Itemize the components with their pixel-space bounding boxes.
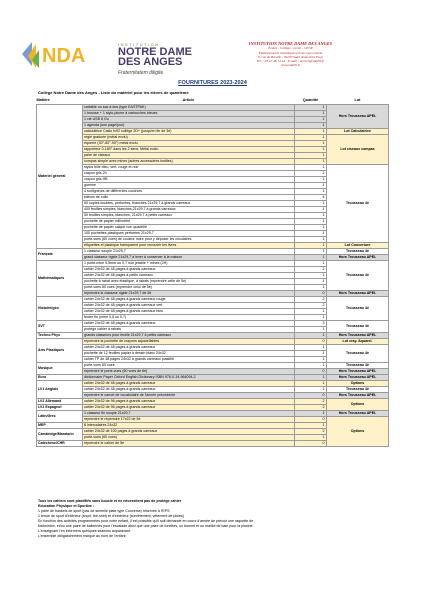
article-cell: cahier 24x32 de 48 pages à petits carreaux	[83, 272, 295, 278]
qty-cell: 1	[295, 110, 327, 116]
article-cell: grand classeur rigide 21x29,7 à lever à conserver à la maison	[83, 254, 295, 260]
qty-cell: 2	[295, 428, 327, 434]
article-cell: grands classeurs pour feuille 21x29,7 à petits carreaux	[83, 332, 295, 338]
qty-cell: 1	[295, 176, 327, 182]
article-cell: cahier 24x32 de 96 pages à grands carreaux	[83, 398, 295, 404]
eps-line: 1 tenue de sport d'intérieur (short, tee-shirt) et d'extérieur (survêtement, vêtement de pluies)	[38, 514, 184, 518]
lot-cell: Lot Calculatrice	[327, 128, 389, 134]
eps-line: En fonction des activités programmées pour votre enfant, il est possible qu'il soit demandé en cours d'année de prévoir une raquette de	[38, 519, 254, 523]
page-subtitle: Collège Notre Dame des Anges - Liste du matériel pour les élèves de quatrième	[38, 90, 189, 95]
subject-cell: Techno Phys	[37, 332, 83, 338]
article-cell: dictionnaire Paper Oxford English Dictionary ISBN 978-0-19-964094-2	[83, 374, 295, 380]
article-cell: cahier 24x32 de 48 pages à grands carreaux	[83, 386, 295, 392]
lot-cell: Lot Couverture	[327, 242, 389, 248]
lot-cell: Hors Trousseau APEL	[327, 374, 389, 380]
subject-cell: Mathématiques	[37, 260, 83, 296]
subject-cell: Matériel général	[37, 104, 83, 248]
article-cell: cahier 24x32 de 48 pages à grands carreaux	[83, 380, 295, 386]
qty-cell: 2	[295, 296, 327, 302]
qty-cell: 2	[295, 302, 327, 308]
article-cell: porte-vues (60 vues) de couleur noire pour y déposer les circulaires	[83, 236, 295, 242]
article-cell: 50 feuilles simples, blanches, 21x29,7 à petits carreaux	[83, 212, 295, 218]
lot-cell: Trousseau 4è	[327, 362, 389, 368]
article-cell: crayon gris 2h	[83, 170, 295, 176]
table-header	[37, 97, 389, 104]
qty-cell: 1	[295, 206, 327, 212]
article-cell: pochette de 12 feuilles papier à dessin blanc 24x32	[83, 350, 295, 356]
subject-cell: Cambridge/Mandarin	[37, 428, 83, 440]
qty-cell: 1	[295, 410, 327, 416]
article-cell: reprendre le cahier de 5è	[83, 440, 295, 446]
subject-cell: Catéchèse/CHR	[37, 440, 83, 446]
qty-cell: 1	[295, 314, 327, 320]
qty-cell: 1	[295, 386, 327, 392]
qty-cell: 1	[295, 272, 327, 278]
qty-cell: 1	[295, 230, 327, 236]
col-lot: Lot	[354, 98, 361, 103]
article-cell: cahier 24x32 de 100 pages à grands carreaux	[83, 428, 295, 434]
article-cell: gomme	[83, 182, 295, 188]
qty-cell: 4	[295, 194, 327, 200]
article-cell: porte-vues (60 vues)	[83, 434, 295, 440]
article-cell: 50 copies doubles, perforées, blanches 21x29,7 à grands carreaux	[83, 200, 295, 206]
institution-name	[118, 42, 192, 76]
qty-cell: 1	[295, 380, 327, 386]
col-article: Article	[182, 98, 195, 103]
qty-cell: 1	[295, 116, 327, 122]
lot-cell: Hors Trousseau APEL	[327, 290, 389, 296]
subject-cell: LV2 Espagnol	[37, 404, 83, 410]
qty-cell: 1	[295, 188, 327, 194]
qty-cell: 1	[295, 374, 327, 380]
subject-cell: MEP	[37, 422, 83, 428]
qty-cell: 1	[295, 308, 327, 314]
eps-title: Education Physique et Sportive :	[38, 504, 95, 508]
qty-cell: 3	[295, 320, 327, 326]
article-cell: 400 feuilles simples, blanches,21x29,7 à grands carreaux	[83, 206, 295, 212]
qty-cell: 1	[295, 122, 327, 128]
lot-cell: Hors Trousseau APEL	[327, 392, 389, 398]
article-cell: reprendre le carnet de vocabulaire de l'année précédente	[83, 392, 295, 398]
contact-line3: Établissements catholiques privés sous contrat	[258, 50, 323, 55]
qty-cell: 1	[295, 254, 327, 260]
lot-cell: Options	[327, 416, 389, 446]
article-cell: rapporteur 0-180° dans les 2 sens. Métal exclu	[83, 146, 295, 152]
article-cell: cahier TP de 48 pages 24x32 à grands carreaux plastifié	[83, 356, 295, 362]
qty-cell: 1	[295, 224, 327, 230]
subject-cell: Arts Plastiques	[37, 338, 83, 362]
article-cell: reprendre le porte-vues (60 vues de 6è)	[83, 368, 295, 374]
lot-cell: Trousseau 4è	[327, 320, 389, 332]
subject-cell: Musique	[37, 362, 83, 374]
page-title: FOURNITURES 2023-2024	[178, 80, 247, 86]
lot-cell: Options	[327, 398, 389, 410]
qty-cell: 1	[295, 332, 327, 338]
eps-line: badminton, et/ou une paire de ballerines pour l'escalade ainsi que une paire de lunettes, un bonnet et un maillot de bain pour la piscine.	[38, 524, 254, 528]
article-cell: 1 classeur fin souple 21x29,7	[83, 410, 295, 416]
article-cell: 1 clé USB 8 Go	[83, 116, 295, 122]
eps-line: L'ensemble obligatoirement marqué au nom de l'enfant.	[38, 534, 127, 538]
lot-cell: Hors Trousseau APEL	[327, 104, 389, 128]
logo-text: NDA	[42, 45, 86, 67]
article-cell: cahier 24x32 de 48 pages à grands carreaux	[83, 344, 295, 350]
qty-cell: 1	[295, 260, 327, 266]
qty-cell: 1	[295, 344, 327, 350]
qty-cell: 2	[295, 398, 327, 404]
contact-block	[218, 42, 363, 68]
eps-line: L'enseignant l'en informera quelques séances auparavant.	[38, 529, 131, 533]
subject-cell: Euro	[37, 374, 83, 380]
article-cell: reprendre le répertoire 17x22 de 5è	[83, 416, 295, 422]
article-cell: 1 agenda (une page/jour)	[83, 122, 295, 128]
article-cell: étiquettes et plastique transparent pour recouvrir les livres	[83, 242, 295, 248]
article-cell: 1 trousse + 1 stylo-plume à cartouches bleues	[83, 110, 295, 116]
lot-cell: Trousseau 4è	[327, 260, 389, 290]
qty-cell: 0	[295, 440, 327, 446]
article-cell: 4 surligneurs de différentes couleurs	[83, 188, 295, 194]
subject-cell: Latin/Grec	[37, 410, 83, 422]
qty-cell: 1	[295, 182, 327, 188]
article-cell: cahier 24x32 de 48 pages à grands carreaux	[83, 320, 295, 326]
article-cell: stylos bille bleu, vert, rouge et noir	[83, 164, 295, 170]
institution-name-line2: DES ANGES	[118, 56, 183, 68]
eps-line: 1 paire de baskets de sport (pas de semelle plate type Converse) réservée à l'EPS	[38, 509, 170, 513]
qty-cell: 1	[295, 218, 327, 224]
qty-cell: 1	[295, 248, 327, 254]
lot-cell: Hors Trousseau APEL	[327, 410, 389, 416]
lot-cell: Lot ciseaux compas	[327, 134, 389, 164]
contact-subtitle: Écoles - Collège - Lycée - CPGE	[268, 46, 313, 51]
article-cell: porte-vues 60 vues (reprendre celui de 5è)	[83, 284, 295, 290]
subject-cell: Français	[37, 248, 83, 260]
article-cell: cahier 24x32 de 48 pages à grands carreaux bleu	[83, 308, 295, 314]
supplies-table	[36, 97, 389, 447]
qty-cell: 1	[295, 128, 327, 134]
lot-cell: Hors Trousseau APEL	[327, 368, 389, 374]
notebook-note: Tous les cahiers sont plastifiés sans boucle et ne nécessitent pas de protège cahier	[38, 499, 182, 503]
qty-cell: 1	[295, 104, 327, 110]
subject-cell: LV1 Anglais	[37, 380, 83, 398]
qty-cell: 1	[295, 326, 327, 332]
article-cell: protège cahier à rabats	[83, 326, 295, 332]
qty-cell: 1	[295, 356, 327, 362]
subject-cell: Histoire/géo	[37, 296, 83, 320]
contact-address: 6, rue du Brisille - 59230 Saint Amand les Eaux	[258, 54, 323, 59]
qty-cell: 1	[295, 284, 327, 290]
subject-cell: LV2 Allemand	[37, 398, 83, 404]
qty-cell: 0	[295, 290, 327, 296]
article-cell: calculatrice Casio fx92 collège 2D+ (jusqu'en fin de 3è)	[83, 128, 295, 134]
institution-name-line1: NOTRE DAME	[118, 46, 192, 58]
qty-cell: 2	[295, 266, 327, 272]
institution-label: INSTITUTION	[118, 42, 160, 47]
qty-cell: 1	[295, 350, 327, 356]
qty-cell: 1	[295, 146, 327, 152]
header	[0, 0, 425, 80]
qty-cell: 1	[295, 158, 327, 164]
qty-cell: 2	[295, 404, 327, 410]
qty-cell: 1	[295, 236, 327, 242]
qty-cell: 1	[295, 242, 327, 248]
nda-logo	[22, 40, 110, 70]
lot-cell: Trousseau 4è	[327, 344, 389, 362]
article-cell: paire de ciseaux	[83, 152, 295, 158]
article-cell: 1 porte-mine 0,5mm ou 0,7 non jetable + mines (2H)	[83, 260, 295, 266]
article-cell: équerre (30°-60°-90°) métal exclu	[83, 140, 295, 146]
article-cell: 1 classeur souple 21x29,7	[83, 248, 295, 254]
article-cell: cahier 24x32 de 96 pages à grands carreaux	[83, 404, 295, 410]
col-quantite: Quantité	[302, 98, 319, 103]
footer-notes	[38, 499, 388, 539]
qty-cell: 0	[295, 338, 327, 344]
article-cell: crayon gris HB	[83, 176, 295, 182]
article-cell: cahier 24x32 de 48 pages à grands carreaux rouge	[83, 296, 295, 302]
article-cell: 100 pochettes plastiques perforées 21x29,7	[83, 230, 295, 236]
qty-cell: 0	[295, 368, 327, 374]
article-cell: 6 intercalaires 24x32	[83, 422, 295, 428]
contact-phone-email: Tél. : 03 27 48 14 44 - E-mail : accueil@nda59.fr	[256, 59, 325, 64]
lot-cell: Hors Trousseau APEL	[327, 332, 389, 338]
qty-cell: 2	[295, 170, 327, 176]
article-cell: compas simple avec mines (autres accessoires inutiles)	[83, 158, 295, 164]
qty-cell: 1	[295, 362, 327, 368]
lot-cell: Lot cray. Aquarel.	[327, 338, 389, 344]
qty-cell: 1	[295, 422, 327, 428]
contact-website: www.nda59.fr	[281, 63, 300, 68]
article-cell: cahier 24x32 de 48 pages à grands carreaux vert	[83, 302, 295, 308]
lot-cell: Options	[327, 380, 389, 386]
lot-cell: Hors Trousseau APEL	[327, 254, 389, 260]
lot-cell: Trousseau 4è	[327, 164, 389, 242]
qty-cell: 0	[295, 416, 327, 422]
qty-cell: 1	[295, 212, 327, 218]
qty-cell: 1	[295, 164, 327, 170]
qty-cell: 1	[295, 134, 327, 140]
article-cell: porte-vues 60 vues	[83, 362, 295, 368]
article-cell: cartable ou sac à dos (type EASTPAK)	[83, 104, 295, 110]
lot-cell: Trousseau 4è	[327, 248, 389, 254]
article-cell: reprendre la pochette de crayons aquarellables	[83, 338, 295, 344]
qty-cell: 1	[295, 152, 327, 158]
article-cell: pochette de papier calque non quadrillé	[83, 224, 295, 230]
article-cell: cahier 24x32 de 48 pages à grands carreaux	[83, 266, 295, 272]
article-cell: reprendre le classeur rigide 21x29,7 de 5è	[83, 290, 295, 296]
contact-title: INSTITUTION NOTRE DAME DES ANGES	[248, 41, 333, 46]
motto: Fraternitatem diligite	[118, 70, 164, 76]
lot-cell: Trousseau 4è	[327, 386, 389, 392]
article-cell: règle graduée (métal exclu)	[83, 134, 295, 140]
subject-cell: SVT	[37, 320, 83, 332]
article-cell: pochette à rabat avec élastique, à rabats (reprendre celle de 5e)	[83, 278, 295, 284]
article-cell: pochette de papier millimétré	[83, 218, 295, 224]
lot-cell: Trousseau 4è	[327, 296, 389, 320]
qty-cell: 1	[295, 140, 327, 146]
col-matiere: Matière	[36, 98, 50, 103]
article-cell: bâtons de colle	[83, 194, 295, 200]
qty-cell: 1	[295, 200, 327, 206]
qty-cell: 0	[295, 392, 327, 398]
article-cell: feutre fin (mine 0,5 ou 0,7)	[83, 314, 295, 320]
qty-cell: 1	[295, 278, 327, 284]
qty-cell: 1	[295, 434, 327, 440]
